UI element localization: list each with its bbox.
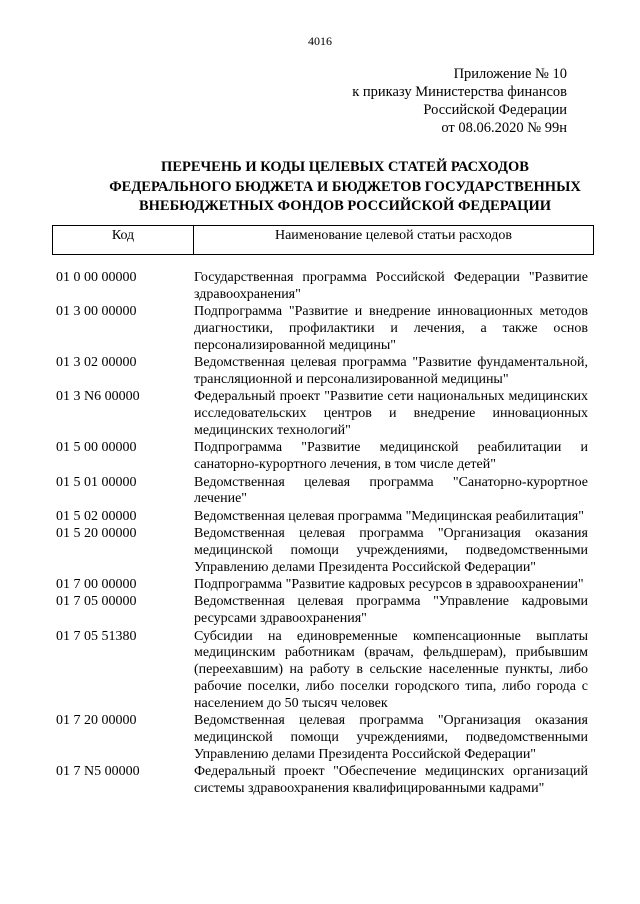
appendix-block	[352, 65, 567, 137]
row-code: 01 5 01 00000	[56, 474, 137, 490]
row-code: 01 7 20 00000	[56, 713, 137, 729]
row-name: Ведомственная целевая программа "Управление кадровыми ресурсами здравоохранения"	[194, 594, 588, 627]
row-name: Федеральный проект "Обеспечение медицинских организаций системы здравоохранения квалифицированными кадрами"	[194, 764, 588, 797]
document-title	[50, 158, 640, 217]
row-code: 01 5 20 00000	[56, 526, 137, 542]
row-code: 01 7 05 00000	[56, 594, 137, 610]
row-name: Ведомственная целевая программа "Развитие фундаментальной, трансляционной и персонализированной медицины"	[194, 355, 588, 387]
row-name: Ведомственная целевая программа "Организация оказания медицинской помощи учреждениями, подведомственными Управлению делами Президента Российской Федерации"	[194, 526, 588, 575]
title-line: ПЕРЕЧЕНЬ И КОДЫ ЦЕЛЕВЫХ СТАТЕЙ РАСХОДОВ	[161, 159, 529, 175]
row-name: Субсидии на единовременные компенсационные выплаты медицинским работникам (врачам, фельдшерам), прибывшим (переехавшим) на работу в сельские населенные пункты, либо рабочие поселки, либо поселки городского типа, либо города с населением до 50 тысяч человек	[194, 628, 588, 711]
table-row	[56, 509, 588, 526]
table-row	[56, 440, 588, 474]
row-name: Подпрограмма "Развитие медицинской реабилитации и санаторно-курортного лечения, в том числе детей"	[194, 440, 588, 473]
table-row	[56, 629, 588, 713]
title-line: ВНЕБЮДЖЕТНЫХ ФОНДОВ РОССИЙСКОЙ ФЕДЕРАЦИИ	[138, 198, 552, 214]
table-row	[56, 713, 588, 763]
table-row	[56, 355, 588, 389]
row-code: 01 0 00 00000	[56, 270, 137, 285]
row-name: Федеральный проект "Развитие сети национальных медицинских исследовательских центров и внедрение инновационных медицинских технологий"	[194, 389, 588, 438]
row-code: 01 5 02 00000	[56, 508, 137, 524]
table-row	[56, 526, 588, 576]
table-row	[56, 764, 588, 798]
table-row	[56, 475, 588, 509]
table-row	[56, 389, 588, 439]
table-row	[56, 304, 588, 354]
appendix-line: к приказу Министерства финансов	[352, 84, 567, 100]
table-row	[56, 577, 588, 594]
row-code: 01 7 N5 00000	[56, 764, 140, 780]
appendix-line: Приложение № 10	[453, 66, 567, 82]
row-name: Подпрограмма "Развитие и внедрение инновационных методов диагностики, профилактики и лечения, а также основ персонализированной медицины"	[194, 304, 588, 353]
table-header	[52, 225, 594, 255]
row-code: 01 7 05 51380	[56, 628, 137, 644]
row-code: 01 3 00 00000	[56, 304, 137, 320]
header-code: Код	[53, 226, 194, 254]
row-code: 01 7 00 00000	[56, 577, 137, 593]
page-number: 4016	[308, 34, 332, 48]
row-code: 01 5 00 00000	[56, 440, 137, 456]
header-name: Наименование целевой статьи расходов	[274, 228, 513, 243]
appendix-line: от 08.06.2020 № 99н	[441, 120, 567, 136]
appendix-line: Российской Федерации	[423, 102, 567, 118]
row-name: Ведомственная целевая программа "Санаторно-курортное лечение"	[194, 474, 588, 507]
row-name: Государственная программа Российской Федерации "Развитие здравоохранения"	[194, 270, 588, 302]
row-code: 01 3 N6 00000	[56, 389, 140, 405]
table-row	[56, 270, 588, 304]
title-line: ФЕДЕРАЛЬНОГО БЮДЖЕТА И БЮДЖЕТОВ ГОСУДАРСТВЕННЫХ	[109, 178, 581, 195]
budget-codes-list	[56, 270, 588, 798]
row-name: Ведомственная целевая программа "Медицинская реабилитация"	[194, 508, 584, 524]
row-name: Подпрограмма "Развитие кадровых ресурсов в здравоохранении"	[194, 577, 584, 593]
row-code: 01 3 02 00000	[56, 355, 137, 371]
table-row	[56, 594, 588, 628]
row-name: Ведомственная целевая программа "Организация оказания медицинской помощи учреждениями, подведомственными Управлению делами Президента Российской Федерации"	[194, 713, 588, 762]
